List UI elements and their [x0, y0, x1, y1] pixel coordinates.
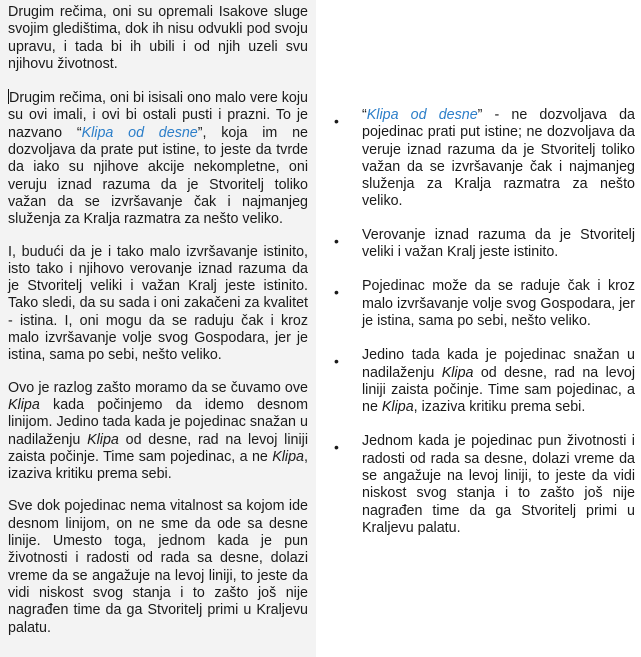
paragraph-2[interactable]: Drugim rečima, oni bi isisali ono malo vere koju su ovi imali, i ovi bi ostali pusti i prazni. To je nazvano “Klipa od desne”, koja im ne dozvoljava da prate put istine, to jeste da tvrde da iako su njihove akcije nekompletne, oni veruju iznad razuma da je Stvoritelj toliko važan da se izvršavanje čak i najmanjeg služenja za Kralja razmatra za nešto veliko.	[8, 90, 308, 228]
klipa-od-desne-term: Klipa od desne	[81, 124, 198, 141]
bullet-item-1[interactable]: • “Klipa od desne” - ne dozvoljava da pojedinac prati put istine; ne dozvoljava da veruje iznad razuma da je Stvoritelj toliko važan da se izvršavanje čak i najmanjeg služenja za Kralja razmatra za nešto veliko.	[326, 107, 635, 211]
paragraph-1[interactable]: Drugim rečima, oni su opremali Isakove sluge svojim gledištima, dok ih nisu odvukli pod svoju upravu, i tada bi ih ubili i od njih uzeli svu njihovu životnost.	[8, 4, 308, 72]
paragraph-5[interactable]: Sve dok pojedinac nema vitalnost sa kojom ide desnom linijom, on ne sme da ode sa desne linije. Umesto toga, jednom kada je pun životnosti i radosti od rada sa desne, dolazi vreme da se angažuje na levoj liniji, to jeste da vidi niskost svog stanja i to zašto još nije nagrađen time da ga Stvoritelj primi u Kraljevu palatu.	[8, 498, 308, 636]
klipa-italic: Klipa	[272, 448, 305, 465]
right-column	[316, 0, 641, 657]
left-column	[0, 0, 316, 657]
klipa-od-desne-term: Klipa od desne	[366, 107, 478, 123]
klipa-italic: Klipa	[381, 399, 414, 416]
bullet-item-3[interactable]: • Pojedinac može da se raduje čak i kroz malo izvršavanje volje svog Gospodara, jer je istina, sama po sebi, nešto veliko.	[326, 278, 635, 330]
paragraph-4[interactable]: Ovo je razlog zašto moramo da se čuvamo ove Klipa kada počinjemo da idemo desnom linijom. Jedino tada kada je pojedinac snažan u nadilaženju Klipa od desne, rad na levoj liniji zaista počinje. Time sam pojedinac, a ne Klipa, izaziva kritiku prema sebi.	[8, 379, 309, 483]
klipa-italic: Klipa	[8, 396, 40, 413]
klipa-italic: Klipa	[87, 431, 119, 448]
bullet-item-2[interactable]: • Verovanje iznad razuma da je Stvoritelj veliki i važan Kralj jeste istinito.	[326, 227, 635, 262]
paragraph-3[interactable]: I, budući da je i tako malo izvršavanje istinito, isto tako i njihovo verovanje iznad razuma da je Stvoritelj veliki i važan Kralj jeste istinito. Tako sledi, da su sada i oni zakačeni za kvalitet - istina. I, oni mogu da se raduju čak i kroz malo izvršavanje volje svog Gospodara, jer je istina, sama po sebi, nešto veliko.	[8, 243, 308, 364]
bullet-item-4[interactable]: • Jedino tada kada je pojedinac snažan u nadilaženju Klipa od desne, rad na levoj liniji zaista počinje. Time sam pojedinac, a ne Klipa, izaziva kritiku prema sebi.	[326, 347, 635, 416]
bullet-item-5[interactable]: • Jednom kada je pojedinac pun životnosti i radosti od rada sa desne, dolazi vreme da se angažuje na levoj liniji, to jeste da vidi niskost svog stanja i to zašto još nije nagrađen time da ga Stvoritelj primi u Kraljevu palatu.	[326, 433, 635, 537]
summary-bullet-list	[326, 107, 635, 537]
klipa-italic: Klipa	[441, 364, 474, 381]
